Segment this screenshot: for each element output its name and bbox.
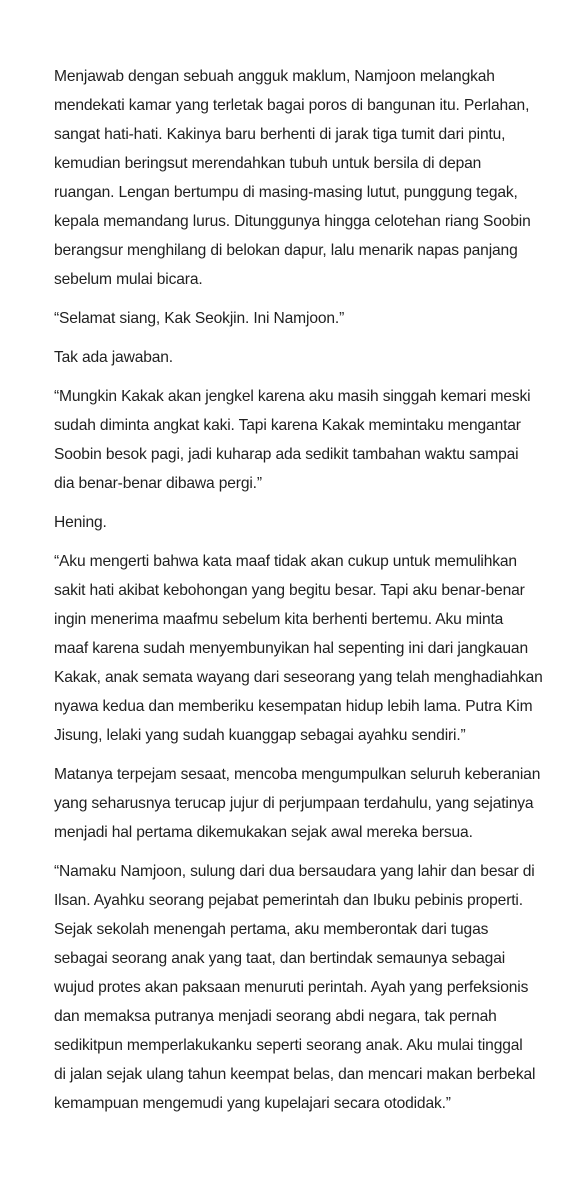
paragraph-6: “Aku mengerti bahwa kata maaf tidak akan cukup untuk memulihkan sakit hati akibat kebohongan yang begitu besar. Tapi aku benar-benar ingin menerima maafmu sebelum kita berhenti bertemu. Aku minta maaf karena sudah menyembunyikan hal sepenting ini dari jangkauan Kakak, anak semata wayang dari seseorang yang telah menghadiahkan nyawa kedua dan memberiku kesempatan hidup lebih lama. Putra Kim Jisung, lelaki yang sudah kuanggap sebagai ayahku sendiri.”	[54, 553, 543, 744]
story-text	[54, 62, 564, 1128]
paragraph-5: Hening.	[54, 514, 107, 531]
paragraph-2: “Selamat siang, Kak Seokjin. Ini Namjoon.”	[54, 310, 345, 327]
paragraph-4: “Mungkin Kakak akan jengkel karena aku masih singgah kemari meski sudah diminta angkat kaki. Tapi karena Kakak memintaku mengantar Soobin besok pagi, jadi kuharap ada sedikit tambahan waktu sampai dia benar-benar dibawa pergi.”	[54, 388, 531, 492]
paragraph-1: Menjawab dengan sebuah angguk maklum, Namjoon melangkah mendekati kamar yang terletak bagai poros di bangunan itu. Perlahan, sangat hati-hati. Kakinya baru berhenti di jarak tiga tumit dari pintu, kemudian beringsut merendahkan tubuh untuk bersila di depan ruangan. Lengan bertumpu di masing-masing lutut, punggung tegak, kepala memandang lurus. Ditunggunya hingga celotehan riang Soobin berangsur menghilang di belokan dapur, lalu menarik napas panjang sebelum mulai bicara.	[54, 68, 531, 288]
paragraph-7: Matanya terpejam sesaat, mencoba mengumpulkan seluruh keberanian yang seharusnya terucap jujur di perjumpaan terdahulu, yang sejatinya menjadi hal pertama dikemukakan sejak awal mereka bersua.	[54, 766, 541, 841]
paragraph-3: Tak ada jawaban.	[54, 349, 173, 366]
paragraph-8: “Namaku Namjoon, sulung dari dua bersaudara yang lahir dan besar di Ilsan. Ayahku seorang pejabat pemerintah dan Ibuku pebinis properti. Sejak sekolah menengah pertama, aku memberontak dari tugas sebagai seorang anak yang taat, dan bertindak semaunya sebagai wujud protes akan paksaan menuruti perintah. Ayah yang perfeksionis dan memaksa putranya menjadi seorang abdi negara, tak pernah sedikitpun memperlakukanku seperti seorang anak. Aku mulai tinggal di jalan sejak ulang tahun keempat belas, dan mencari makan berbekal kemampuan mengemudi yang kupelajari secara otodidak.”	[54, 863, 536, 1112]
